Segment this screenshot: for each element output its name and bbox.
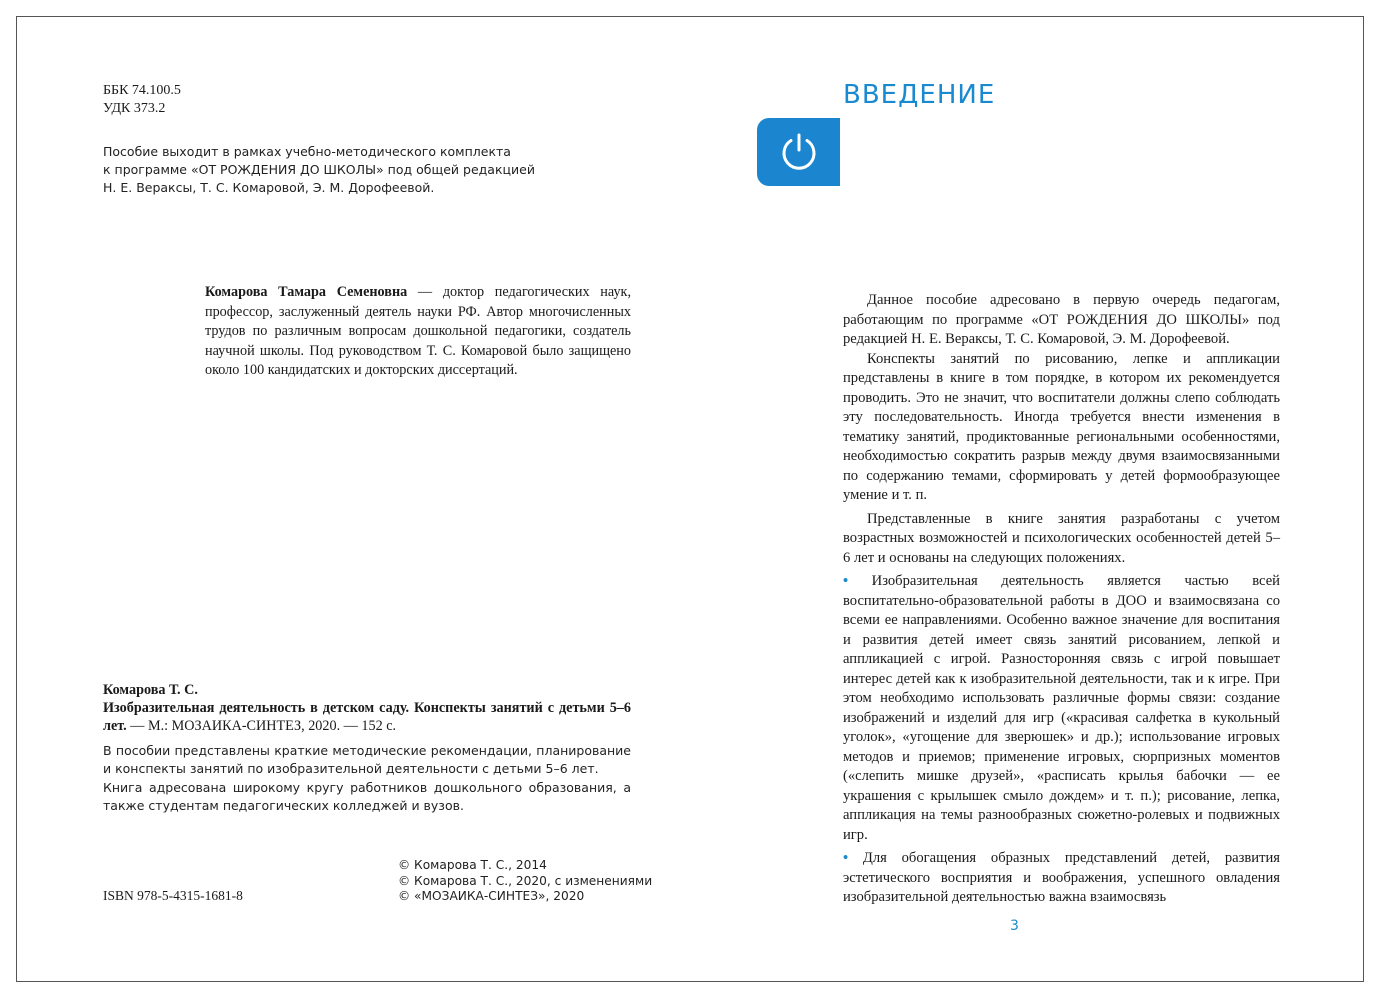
chapter-heading: ВВЕДЕНИЕ bbox=[843, 80, 996, 110]
series-note-line: к программе «ОТ РОЖДЕНИЯ ДО ШКОЛЫ» под общей редакцией bbox=[103, 162, 535, 177]
page-number: 3 bbox=[1010, 918, 1019, 934]
author-name: Комарова Тамара Семеновна bbox=[205, 284, 408, 300]
bullet-text: Для обогащения образных представлений детей, развития эстетического восприятия и воображения, успешного овладения изобразительной деятельностью важна взаимосвязь bbox=[843, 850, 1280, 905]
intro-paragraph: Конспекты занятий по рисованию, лепке и аппликации представлены в книге в том порядке, в котором их рекомендуется проводить. Это не значит, что воспитатели должны слепо соблюдать эту последовательность. Иногда требуется внести изменения в тематику занятий, продиктованные региональными особенностями, необходимостью сократить разрыв между двумя взаимосвязанными по содержанию темами, сформировать у детей формообразующее умение и т. п. bbox=[843, 350, 1280, 503]
series-note-line: Пособие выходит в рамках учебно-методического комплекта bbox=[103, 144, 511, 159]
isbn: ISBN 978-5-4315-1681-8 bbox=[103, 888, 243, 903]
bullet-marker: • bbox=[843, 573, 849, 589]
bullet-marker: • bbox=[843, 850, 849, 866]
annotation bbox=[103, 742, 631, 816]
classification-codes bbox=[103, 82, 181, 118]
bullet-item bbox=[843, 849, 1280, 908]
citation-title: Изобразительная деятельность в детском саду. Конспекты занятий с детьми 5–6 лет. bbox=[103, 700, 631, 734]
series-note bbox=[103, 143, 535, 197]
bullet-text: Изобразительная деятельность является частью всей воспитательно-образовательной работы в ДОО и взаимосвязана со всеми ее направлениями. Особенно важное значение для воспитания и развития детей имеет связь занятий рисованием, лепкой и аппликацией с игрой. Разносторонняя связь с игрой повышает интерес детей как к изобразительной деятельности, так и к игре. При этом необходимо использовать различные формы связи: создание изображений и изделий для игр («красивая салфетка в кукольный уголок», «угощение для зверюшек» и др.); использование игровых методов и приемов; применение игровых, сюрпризных моментов («слепить мишке друзей», «расписать крылья бабочки — ее украшения с крылышек смыло дождем» и т. п.); рисование, лепка, аппликация на темы разнообразных сюжетно-ролевых и подвижных игр. bbox=[843, 573, 1280, 843]
bbk-code: ББК 74.100.5 bbox=[103, 83, 181, 98]
udk-code: УДК 373.2 bbox=[103, 101, 166, 116]
copyright-line: © Комарова Т. С., 2014 bbox=[398, 858, 547, 872]
citation-author: Комарова Т. С. bbox=[103, 682, 198, 698]
chapter-icon-badge bbox=[757, 118, 840, 186]
copyright-line: © Комарова Т. С., 2020, с изменениями bbox=[398, 873, 653, 888]
annotation-paragraph: Книга адресована широкому кругу работников дошкольного образования, а также студентам педагогических колледжей и вузов. bbox=[103, 780, 631, 813]
author-bio bbox=[205, 283, 631, 381]
author-bio-text: — доктор педагогических наук, профессор, заслуженный деятель науки РФ. Автор многочисленных трудов по различным вопросам дошкольной педагогики, создатель научной школы. Под руководством Т. С. Комаровой было защищено около 100 кандидатских и докторских диссертаций. bbox=[205, 284, 631, 378]
citation-imprint: — М.: МОЗАИКА-СИНТЕЗ, 2020. — 152 с. bbox=[126, 718, 397, 734]
intro-paragraph: Представленные в книге занятия разработаны с учетом возрастных возможностей и психологических особенностей детей 5–6 лет и основаны на следующих положениях. bbox=[843, 510, 1280, 566]
series-note-line: Н. Е. Вераксы, Т. С. Комаровой, Э. М. Дорофеевой. bbox=[103, 180, 435, 195]
annotation-paragraph: В пособии представлены краткие методические рекомендации, планирование и конспекты занятий по изобразительной деятельности с детьми 5–6 лет. bbox=[103, 743, 631, 776]
bullet-item bbox=[843, 572, 1280, 845]
copyright-block bbox=[398, 858, 652, 905]
intro-body bbox=[843, 291, 1280, 908]
bibliographic-citation bbox=[103, 681, 631, 735]
power-icon bbox=[778, 131, 820, 173]
intro-paragraph: Данное пособие адресовано в первую очередь педагогам, работающим по программе «ОТ РОЖДЕНИЯ ДО ШКОЛЫ» под редакцией Н. Е. Вераксы, Т. С. Комаровой, Э. М. Дорофеевой. bbox=[843, 292, 1280, 347]
copyright-line: © «МОЗАИКА-СИНТЕЗ», 2020 bbox=[398, 889, 585, 903]
